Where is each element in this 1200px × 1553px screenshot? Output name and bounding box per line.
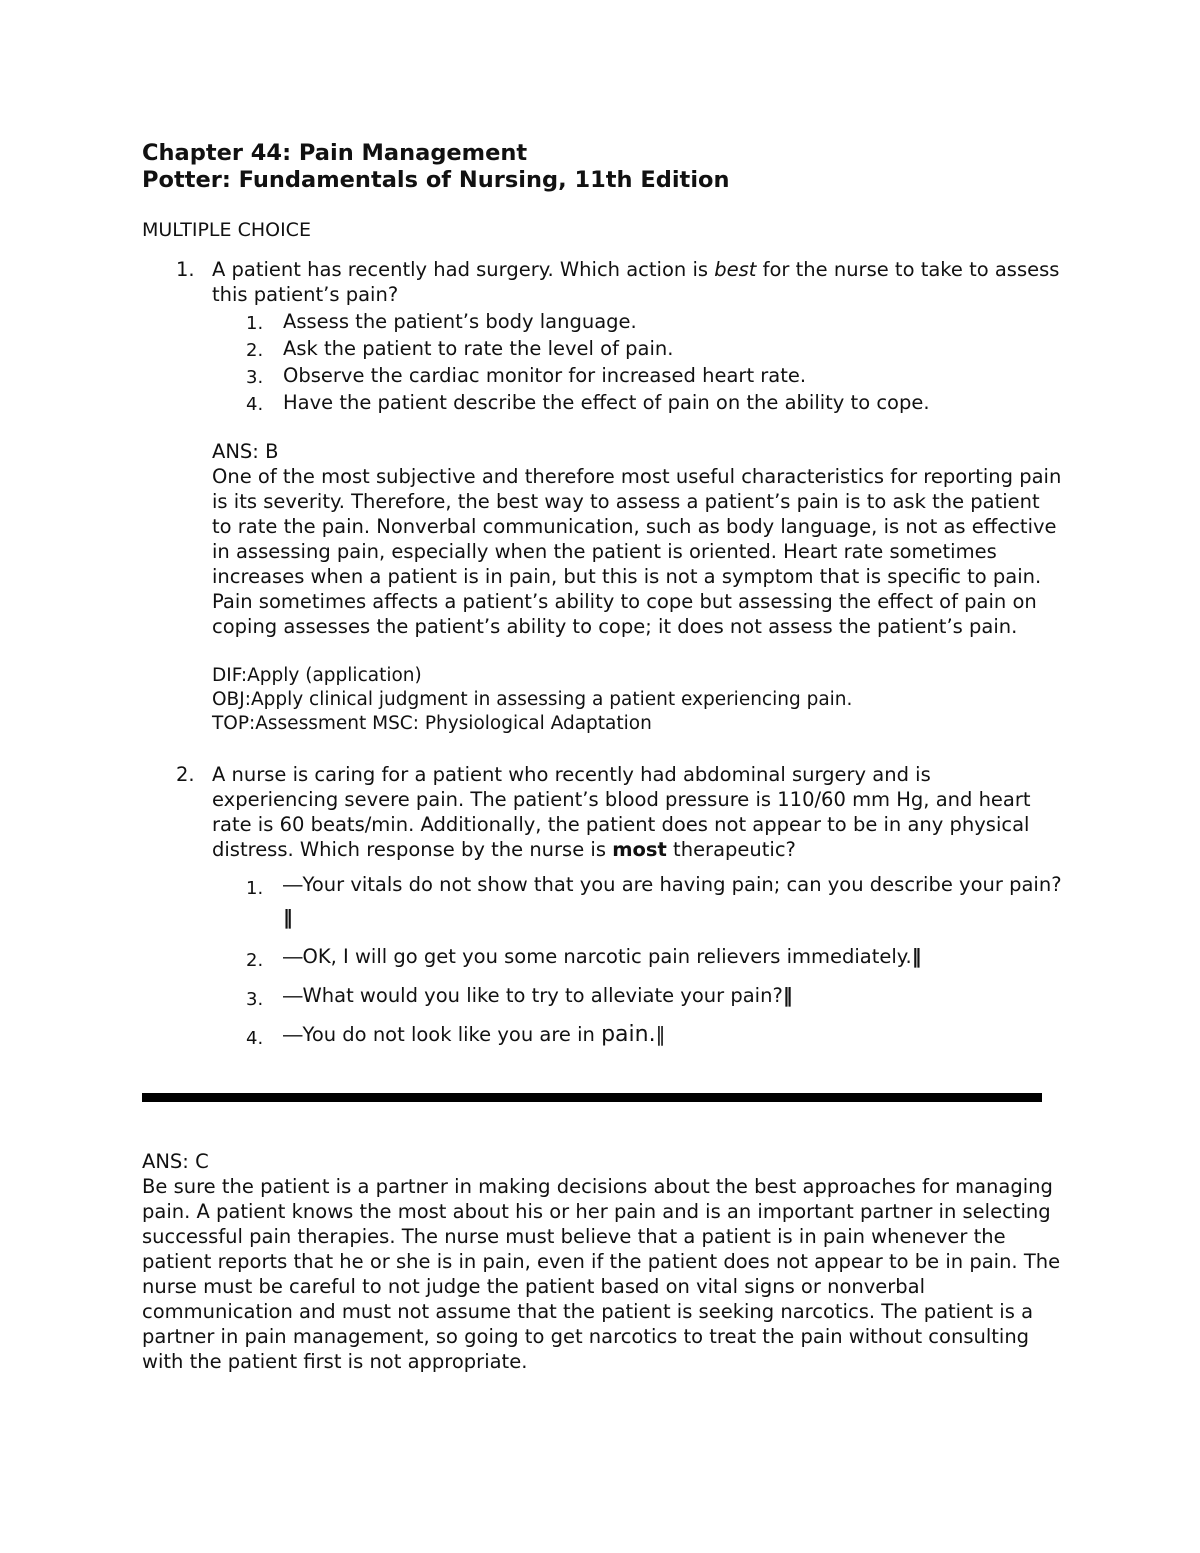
metadata-block — [212, 664, 1062, 736]
horizontal-rule — [142, 1093, 1042, 1102]
stem-text: A patient has recently had surgery. Which action is — [212, 258, 715, 281]
option-list — [212, 309, 1062, 415]
option-item — [212, 363, 1062, 388]
rationale-text: One of the most subjective and therefore most useful characteristics for reporting pain is its severity. Therefore, the best way to assess a patient’s pain is to ask the patient to rate the pain. Nonverbal communication, such as body language, is not as effective in assessing pain, especially when the patient is oriented. Heart rate sometimes increases when a patient is in pain, but this is not a symptom that is specific to pain. Pain sometimes affects a patient’s ability to cope but assessing the effect of pain on coping assesses the patient’s ability to cope; it does not assess the patient’s pain. — [212, 465, 1062, 638]
section-heading: MULTIPLE CHOICE — [142, 219, 311, 241]
option-number: 4. — [246, 394, 264, 415]
option-text: Observe the cardiac monitor for increased heart rate. — [283, 364, 807, 387]
option-text: Assess the patient’s body language. — [283, 310, 637, 333]
question-number: 1. — [176, 258, 195, 281]
difficulty-text: DIF:Apply (application) — [212, 665, 422, 686]
option-text: Have the patient describe the effect of pain on the ability to cope. — [283, 391, 930, 414]
stem-emphasis: most — [612, 838, 667, 861]
option-text: ―You do not look like you are in — [283, 1023, 602, 1046]
closing-quote-mark: ‖ — [782, 984, 793, 1007]
option-text: ―OK, I will go get you some narcotic pain relievers immediately. — [283, 945, 912, 968]
stem-text: for the nurse to take to assess this patient’s pain? — [212, 258, 1060, 306]
option-number: 1. — [246, 878, 264, 899]
answer-block — [142, 1149, 1062, 1374]
closing-quote-mark: ‖ — [911, 945, 922, 968]
option-number: 3. — [246, 989, 264, 1010]
chapter-title: Chapter 44: Pain Management — [142, 140, 528, 166]
option-item — [212, 336, 1062, 361]
answer-key: ANS: B — [212, 440, 279, 463]
option-number: 2. — [246, 950, 264, 971]
option-item — [212, 1018, 1062, 1051]
answer-block — [212, 439, 1062, 639]
question-1 — [142, 257, 1062, 736]
option-item — [212, 868, 1062, 934]
book-title: Potter: Fundamentals of Nursing, 11th Edition — [142, 167, 730, 193]
question-stem — [212, 762, 1062, 862]
question-2 — [142, 762, 1062, 1051]
closing-quote-mark: ‖ — [655, 1023, 666, 1046]
stem-text: A nurse is caring for a patient who recently had abdominal surgery and is experiencing severe pain. The patient’s blood pressure is 110/60 mm Hg, and heart rate is 60 beats/min. Additionally, the patient does not appear to be in any physical distress. Which response by the nurse is — [212, 763, 1031, 861]
option-text: Ask the patient to rate the level of pain. — [283, 337, 674, 360]
option-number: 2. — [246, 340, 264, 361]
option-text-large: pain. — [601, 1022, 656, 1047]
stem-text: therapeutic? — [666, 838, 796, 861]
option-number: 4. — [246, 1028, 264, 1049]
option-text: ―Your vitals do not show that you are having pain; can you describe your pain? — [283, 873, 1062, 896]
question-number: 2. — [176, 763, 195, 786]
option-text: ―What would you like to try to alleviate your pain? — [283, 984, 783, 1007]
option-item — [212, 390, 1062, 415]
topic-text: TOP:Assessment MSC: Physiological Adaptation — [212, 713, 652, 734]
closing-quote-mark: ‖ — [283, 906, 293, 929]
rationale-text: Be sure the patient is a partner in making decisions about the best approaches for managing pain. A patient knows the most about his or her pain and is an important partner in selecting successful pain therapies. The nurse must believe that a patient is in pain whenever the patient reports that he or she is in pain, even if the patient does not appear to be in pain. The nurse must be careful to not judge the patient based on vital signs or nonverbal communication and must not assume that the patient is seeking narcotics. The patient is a partner in pain management, so going to get narcotics to treat the pain without consulting with the patient first is not appropriate. — [142, 1175, 1061, 1373]
option-item — [212, 940, 1062, 973]
document-page — [142, 140, 1062, 1051]
question-stem — [212, 257, 1062, 307]
stem-emphasis: best — [714, 258, 757, 281]
option-item — [212, 309, 1062, 334]
answer-key: ANS: C — [142, 1150, 209, 1173]
option-list — [212, 868, 1062, 1051]
option-number: 3. — [246, 367, 264, 388]
option-number: 1. — [246, 313, 264, 334]
objective-text: OBJ:Apply clinical judgment in assessing a patient experiencing pain. — [212, 689, 853, 710]
option-item — [212, 979, 1062, 1012]
